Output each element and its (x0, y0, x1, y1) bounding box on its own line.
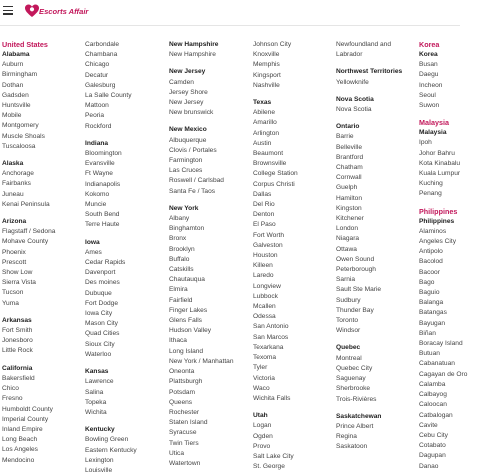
city-link[interactable]: South Bend (85, 211, 120, 219)
city-link[interactable]: New Hampshire (169, 51, 216, 59)
city-link[interactable]: Binghamton (169, 225, 205, 233)
region-heading: Indiana (85, 139, 109, 147)
city-link[interactable]: Indianapolis (85, 180, 121, 188)
city-link[interactable]: Kuala Lumpur (419, 170, 461, 178)
city-link[interactable]: Des moines (85, 279, 120, 287)
heart-logo-icon (24, 3, 40, 19)
city-link[interactable]: Laredo (253, 272, 274, 280)
region-heading: Texas (253, 99, 272, 107)
city-link[interactable]: Birmingham (2, 71, 38, 79)
city-link[interactable]: Johor Bahru (419, 149, 455, 157)
city-link[interactable]: Yuma (2, 299, 19, 307)
city-link[interactable]: Dothan (2, 81, 24, 89)
city-link[interactable]: Odessa (253, 313, 276, 321)
city-link[interactable]: Fort Worth (253, 231, 285, 239)
city-link[interactable]: Johnson City (253, 41, 292, 48)
city-link[interactable]: Albany (169, 215, 190, 223)
city-link[interactable]: Chicago (85, 61, 110, 69)
city-link[interactable]: Ames (85, 248, 102, 256)
location-column (2, 40, 86, 466)
spacer (169, 60, 253, 67)
city-link[interactable]: Angeles City (419, 238, 457, 246)
city-link[interactable]: Dallas (253, 190, 272, 198)
city-link[interactable]: Fort Dodge (85, 299, 118, 307)
city-link[interactable]: Provo (253, 442, 271, 450)
city-link[interactable]: Ottawa (336, 245, 357, 253)
city-link[interactable]: Long Island (169, 347, 204, 355)
city-link[interactable]: Prescott (2, 258, 27, 266)
city-link[interactable]: Kokomo (85, 190, 110, 198)
city-link[interactable]: Chatham (336, 164, 363, 172)
city-link[interactable]: Flagstaff / Sedona (2, 228, 56, 236)
spacer (336, 115, 420, 122)
spacer (2, 309, 86, 316)
city-link[interactable]: Thunder Bay (336, 306, 374, 314)
brand-name: Escorts Affair (39, 7, 89, 16)
city-link[interactable]: Imperial County (2, 415, 49, 423)
city-link[interactable]: Juneau (2, 190, 24, 198)
city-link[interactable]: Sherbrooke (336, 385, 371, 393)
city-link[interactable]: Sarnia (336, 276, 356, 284)
city-link[interactable]: Topeka (85, 398, 107, 406)
region-heading: Kentucky (85, 426, 115, 434)
city-link[interactable]: Windsor (336, 327, 361, 335)
city-link[interactable]: Saskatoon (336, 443, 368, 451)
city-link[interactable]: Seoul (419, 91, 436, 99)
city-link[interactable]: Regina (336, 433, 357, 441)
country-heading: Korea (419, 40, 440, 49)
city-link[interactable]: Albuquerque (169, 136, 207, 144)
city-link[interactable]: Eastern Kentucky (85, 446, 137, 454)
city-link[interactable]: Ogden (253, 432, 273, 440)
spacer (253, 404, 337, 411)
city-link[interactable]: Calbayog (419, 391, 447, 399)
region-heading: New York (169, 204, 199, 212)
city-link[interactable]: Fairfield (169, 296, 193, 304)
spacer (85, 132, 169, 139)
city-link[interactable]: Cotabato (419, 442, 446, 450)
city-link[interactable]: Barrie (336, 133, 354, 141)
location-column (253, 40, 337, 472)
region-heading: Philippines (419, 217, 455, 225)
city-link[interactable]: Belleville (336, 143, 363, 151)
city-link[interactable]: Peterborough (336, 266, 376, 274)
city-link[interactable]: Killeen (253, 262, 273, 270)
city-link[interactable]: Longview (253, 282, 281, 290)
location-column (85, 40, 169, 476)
city-link[interactable]: Trois-Rivières (336, 395, 377, 403)
city-link[interactable]: Fairbanks (2, 180, 31, 188)
location-column (419, 40, 503, 472)
city-link[interactable]: Fort Smith (2, 327, 33, 335)
city-link[interactable]: Gadsden (2, 91, 29, 99)
spacer (169, 118, 253, 125)
city-link[interactable]: Baguio (419, 289, 440, 297)
city-link[interactable]: Long Beach (2, 436, 38, 444)
city-link[interactable]: Little Rock (2, 347, 33, 355)
region-heading: California (2, 364, 33, 372)
region-heading: Utah (253, 412, 268, 420)
region-heading: Northwest Territories (336, 68, 403, 76)
spacer (85, 360, 169, 367)
city-link[interactable]: Bacolod (419, 258, 443, 266)
city-link[interactable]: Muncie (85, 201, 107, 209)
city-link[interactable]: Cavite (419, 421, 438, 429)
city-link[interactable]: Bacoor (419, 268, 440, 276)
city-link[interactable]: Waterloo (85, 350, 112, 358)
spacer (85, 418, 169, 425)
city-link[interactable]: Penang (419, 190, 442, 198)
city-link[interactable]: Balanga (419, 299, 444, 307)
city-link[interactable]: Utica (169, 449, 185, 457)
city-link[interactable]: Fresno (2, 395, 23, 403)
region-heading: Arizona (2, 218, 27, 226)
city-link[interactable]: Abilene (253, 109, 275, 117)
city-link[interactable]: Clovis / Portales (169, 146, 217, 154)
city-link[interactable]: Muscle Shoals (2, 132, 45, 140)
city-link[interactable]: Brownsville (253, 160, 287, 168)
city-link[interactable]: Prince Albert (336, 422, 374, 430)
city-link[interactable]: Anchorage (2, 170, 34, 178)
city-link[interactable]: Jersey Shore (169, 88, 208, 96)
city-link[interactable]: Bago (419, 278, 435, 286)
region-heading: Nova Scotia (336, 95, 374, 103)
city-link[interactable]: Queens (169, 398, 193, 406)
city-link[interactable]: Louisville (85, 466, 113, 474)
city-link[interactable]: Farmington (169, 157, 203, 165)
city-link[interactable]: Bowling Green (85, 436, 129, 444)
city-link[interactable]: Elmira (169, 286, 188, 294)
city-link[interactable]: Danao (419, 462, 439, 470)
city-link[interactable]: Terre Haute (85, 221, 120, 229)
spacer (253, 91, 337, 98)
city-link[interactable]: Niagara (336, 235, 360, 243)
city-link[interactable]: Plattsburgh (169, 378, 203, 386)
city-link[interactable]: Corpus Christi (253, 180, 295, 188)
city-link[interactable]: Mason City (85, 320, 118, 328)
city-link[interactable]: Yellowknife (336, 78, 369, 86)
city-link[interactable]: Twin Tiers (169, 439, 199, 447)
city-link[interactable]: Texoma (253, 354, 277, 362)
city-link[interactable]: Davenport (85, 269, 116, 277)
city-link[interactable]: Calamba (419, 380, 446, 388)
city-link[interactable]: Salt Lake City (253, 452, 294, 460)
city-link[interactable]: Cedar Rapids (85, 259, 126, 267)
city-link[interactable]: Incheon (419, 81, 443, 89)
location-column (169, 40, 253, 469)
country-heading: United States (2, 40, 48, 49)
city-link[interactable]: Caloocan (419, 401, 447, 409)
city-link[interactable]: Brantford (336, 153, 364, 161)
city-link[interactable]: Tucson (2, 289, 24, 297)
city-link[interactable]: Roswell / Carlsbad (169, 177, 224, 185)
city-link[interactable]: Cagayan de Oro (419, 370, 468, 378)
city-link[interactable]: Boracay Island (419, 340, 463, 348)
city-link[interactable]: Denton (253, 211, 275, 219)
city-link[interactable]: Busan (419, 61, 438, 69)
city-link[interactable]: Salina (85, 388, 104, 396)
city-link[interactable]: Ft Wayne (85, 170, 113, 178)
city-link[interactable]: Sierra Vista (2, 279, 36, 287)
region-heading: Korea (419, 51, 438, 58)
city-link[interactable]: Kota Kinabalu (419, 159, 461, 167)
spacer (2, 152, 86, 159)
city-link[interactable]: Mendocino (2, 456, 35, 464)
spacer (419, 200, 503, 207)
city-link[interactable]: Quebec City (336, 364, 373, 372)
city-link[interactable]: Biñan (419, 329, 436, 337)
city-link[interactable]: Austin (253, 139, 272, 147)
spacer (419, 111, 503, 118)
city-link[interactable]: Chico (2, 385, 19, 393)
city-link[interactable]: Staten Island (169, 419, 208, 427)
region-heading: Alabama (2, 51, 30, 58)
city-link[interactable]: New brunswick (169, 109, 214, 117)
city-link[interactable]: Buffalo (169, 255, 190, 263)
city-link[interactable]: Guelph (336, 184, 358, 192)
city-link[interactable]: Kingsport (253, 71, 281, 79)
city-link[interactable]: San Marcos (253, 333, 289, 341)
spacer (336, 60, 420, 67)
city-link[interactable]: Nova Scotia (336, 106, 372, 114)
city-link[interactable]: Houston (253, 252, 278, 260)
city-link[interactable]: Kitchener (336, 215, 364, 223)
city-link[interactable]: Auburn (2, 61, 24, 69)
city-link[interactable]: Oneonta (169, 368, 195, 376)
city-link[interactable]: Antipolo (419, 248, 443, 256)
city-link[interactable]: Galveston (253, 241, 283, 249)
city-link[interactable]: Hudson Valley (169, 327, 212, 335)
city-link[interactable]: Quad Cities (85, 330, 120, 338)
spacer (85, 231, 169, 238)
city-link[interactable]: Wichita Falls (253, 394, 291, 402)
city-link[interactable]: Bronx (169, 235, 187, 243)
city-link[interactable]: Bloomington (85, 150, 122, 158)
region-heading: Saskatchewan (336, 412, 382, 420)
city-link[interactable]: Camden (169, 78, 194, 86)
city-link[interactable]: Dagupan (419, 452, 446, 460)
city-link[interactable]: Mcallen (253, 303, 276, 311)
city-link[interactable]: Phoenix (2, 248, 26, 256)
city-link[interactable]: Ipoh (419, 139, 432, 147)
city-link[interactable]: Hamilton (336, 194, 363, 202)
city-link[interactable]: La Salle County (85, 92, 132, 100)
city-link[interactable]: Sault Ste Marie (336, 286, 382, 294)
city-link[interactable]: St. George (253, 463, 285, 471)
city-link[interactable]: Victoria (253, 374, 275, 382)
city-link[interactable]: Tuscaloosa (2, 142, 36, 150)
city-link[interactable]: Montreal (336, 354, 362, 362)
location-column (336, 40, 420, 453)
city-link[interactable]: Knoxville (253, 51, 280, 59)
city-link[interactable]: Del Rio (253, 201, 275, 209)
city-link[interactable]: Cabanatuan (419, 360, 455, 368)
menu-icon[interactable] (3, 6, 13, 15)
city-link[interactable]: Arlington (253, 129, 280, 137)
city-link[interactable]: Carbondale (85, 41, 120, 48)
city-link[interactable]: Lexington (85, 456, 114, 464)
city-link[interactable]: Amarillo (253, 119, 277, 127)
city-link[interactable]: Kingston (336, 204, 362, 212)
city-link[interactable]: Labrador (336, 51, 363, 59)
city-link[interactable]: College Station (253, 170, 298, 178)
region-heading: Ontario (336, 123, 360, 131)
city-link[interactable]: Owen Sound (336, 255, 375, 263)
city-link[interactable]: Catbalogan (419, 411, 453, 419)
city-link[interactable]: Sioux City (85, 340, 115, 348)
city-link[interactable]: Saguenay (336, 375, 366, 383)
city-link[interactable]: Galesburg (85, 81, 116, 89)
city-link[interactable]: Cebu City (419, 431, 448, 439)
region-heading: Iowa (85, 238, 100, 246)
city-link[interactable]: London (336, 225, 359, 233)
city-link[interactable]: New Jersey (169, 99, 204, 107)
city-link[interactable]: Show Low (2, 269, 33, 277)
city-link[interactable]: Waco (253, 384, 270, 392)
city-link[interactable]: Decatur (85, 71, 109, 79)
city-link[interactable]: Santa Fe / Taos (169, 187, 216, 195)
region-heading: New Jersey (169, 68, 206, 76)
city-link[interactable]: Chambana (85, 51, 118, 59)
city-link[interactable]: Nashville (253, 81, 280, 89)
city-link[interactable]: Evansville (85, 160, 115, 168)
city-link[interactable]: Ithaca (169, 337, 187, 345)
city-link[interactable]: Peoria (85, 112, 105, 120)
city-link[interactable]: Brooklyn (169, 245, 195, 253)
city-link[interactable]: Mohave County (2, 238, 49, 246)
city-link[interactable]: Catskills (169, 266, 194, 274)
city-link[interactable]: Cornwall (336, 174, 362, 182)
city-link[interactable]: San Antonio (253, 323, 289, 331)
city-link[interactable]: Mattoon (85, 102, 109, 110)
city-link[interactable]: Lawrence (85, 378, 114, 386)
city-link[interactable]: Bayugan (419, 319, 446, 327)
city-link[interactable]: Beaumont (253, 150, 284, 158)
city-link[interactable]: Kuching (419, 180, 443, 188)
city-link[interactable]: Bakersfield (2, 374, 35, 382)
city-link[interactable]: Rockford (85, 122, 112, 130)
city-link[interactable]: Dubuque (85, 289, 112, 297)
city-link[interactable]: Wichita (85, 408, 107, 416)
city-link[interactable]: Newfoundland and (336, 41, 391, 48)
spacer (336, 405, 420, 412)
region-heading: Alaska (2, 160, 24, 168)
country-heading: Malaysia (419, 118, 449, 128)
city-link[interactable]: Los Angeles (2, 446, 38, 454)
spacer (2, 210, 86, 217)
city-link[interactable]: Las Cruces (169, 167, 203, 175)
region-heading: Kansas (85, 368, 109, 376)
region-heading: Malaysia (419, 129, 447, 137)
city-link[interactable]: Logan (253, 422, 272, 430)
city-link[interactable]: Sudbury (336, 296, 361, 304)
city-link[interactable]: Texarkana (253, 343, 284, 351)
region-heading: New Mexico (169, 126, 207, 134)
region-heading: Arkansas (2, 316, 32, 324)
city-link[interactable]: Butuan (419, 350, 440, 358)
city-link[interactable]: Inland Empire (2, 425, 43, 433)
city-link[interactable]: Potsdam (169, 388, 196, 396)
country-heading: Philippines (419, 206, 458, 216)
city-link[interactable]: Huntsville (2, 102, 31, 110)
city-link[interactable]: Lubbock (253, 292, 278, 300)
city-link[interactable]: New York / Manhattan (169, 357, 234, 365)
city-link[interactable]: Jonesboro (2, 337, 33, 345)
city-link[interactable]: Chautauqua (169, 276, 205, 284)
region-heading: New Hampshire (169, 41, 219, 48)
city-link[interactable]: Kenai Peninsula (2, 200, 50, 208)
spacer (2, 357, 86, 364)
city-link[interactable]: Finger Lakes (169, 306, 208, 314)
city-link[interactable]: Daegu (419, 71, 439, 79)
city-link[interactable]: Humboldt County (2, 405, 53, 413)
city-link[interactable]: El Paso (253, 221, 276, 229)
city-link[interactable]: Batangas (419, 309, 447, 317)
city-link[interactable]: Rochester (169, 408, 200, 416)
spacer (336, 336, 420, 343)
header (0, 0, 460, 26)
city-link[interactable]: Memphis (253, 61, 280, 69)
city-link[interactable]: Tyler (253, 364, 268, 372)
city-link[interactable]: Alaminos (419, 227, 447, 235)
city-link[interactable]: Toronto (336, 317, 358, 325)
city-link[interactable]: Suwon (419, 102, 440, 110)
city-link[interactable]: Mobile (2, 112, 22, 120)
spacer (169, 197, 253, 204)
city-link[interactable]: Syracuse (169, 429, 197, 437)
city-link[interactable]: Iowa City (85, 310, 113, 318)
spacer (336, 88, 420, 95)
city-link[interactable]: Watertown (169, 459, 201, 467)
city-link[interactable]: Montgomery (2, 122, 39, 130)
city-link[interactable]: Glens Falls (169, 317, 202, 325)
region-heading: Quebec (336, 344, 361, 352)
